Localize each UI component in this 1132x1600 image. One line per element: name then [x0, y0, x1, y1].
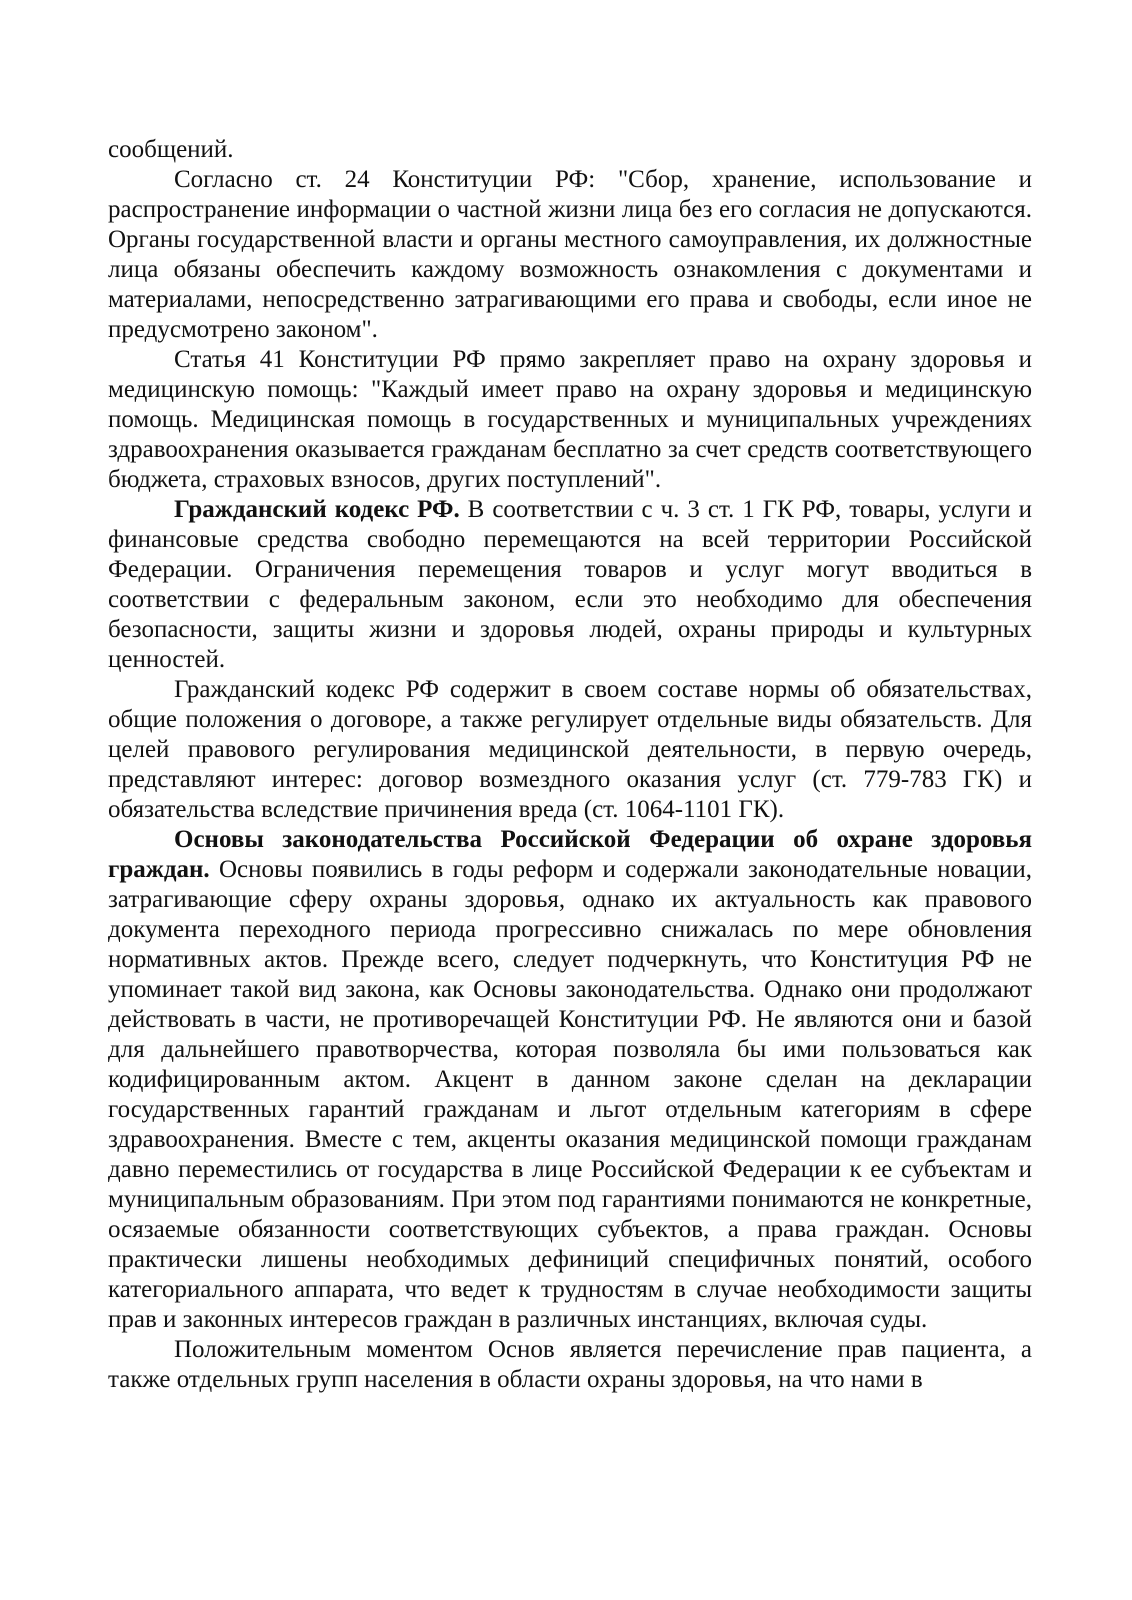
paragraph-text: В соответствии с ч. 3 ст. 1 ГК РФ, товары, услуги и финансовые средства свободно перемещаются на всей территории Российской Федерации. Ограничения перемещения товаров и услуг могут вводиться в соответствии с федеральным законом, если это необходимо для обеспечения безопасности, защиты жизни и здоровья людей, охраны природы и культурных ценностей.	[108, 496, 1032, 673]
paragraph-text: сообщений.	[108, 136, 234, 163]
paragraph-text: Согласно ст. 24 Конституции РФ: "Сбор, хранение, использование и распространение информации о частной жизни лица без его согласия не допускаются. Органы государственной власти и органы местного самоуправления, их должностные лица обязаны обеспечить каждому возможность ознакомления с документами и материалами, непосредственно затрагивающими его права и свободы, если иное не предусмотрено законом".	[108, 166, 1032, 343]
paragraph-heading: Основы законодательства Российской Федерации об охране здоровья граждан.	[108, 826, 1032, 883]
paragraph-text: Основы появились в годы реформ и содержали законодательные новации, затрагивающие сферу охраны здоровья, однако их актуальность как правового документа переходного периода прогрессивно снижалась по мере обновления нормативных актов. Прежде всего, следует подчеркнуть, что Конституция РФ не упоминает такой вид закона, как Основы законодательства. Однако они продолжают действовать в части, не противоречащей Конституции РФ. Не являются они и базой для дальнейшего правотворчества, которая позволяла бы ими пользоваться как кодифицированным актом. Акцент в данном законе сделан на декларации государственных гарантий гражданам и льгот отдельным категориям в сфере здравоохранения. Вместе с тем, акценты оказания медицинской помощи гражданам давно переместились от государства в лице Российской Федерации к ее субъектам и муниципальным образованиям. При этом под гарантиями понимаются не конкретные, осязаемые обязанности соответствующих субъектов, а права граждан. Основы практически лишены необходимых дефиниций специфичных понятий, особого категориального аппарата, что ведет к трудностям в случае необходимости защиты прав и законных интересов граждан в различных инстанциях, включая суды.	[108, 856, 1032, 1333]
paragraph-text: Положительным моментом Основ является перечисление прав пациента, а также отдельных групп населения в области охраны здоровья, на что нами в	[108, 1336, 1032, 1393]
paragraph-continuation	[108, 135, 1032, 165]
paragraph-heading: Гражданский кодекс РФ.	[174, 496, 460, 523]
paragraph-text: Гражданский кодекс РФ содержит в своем составе нормы об обязательствах, общие положения о договоре, а также регулирует отдельные виды обязательств. Для целей правового регулирования медицинской деятельности, в первую очередь, представляют интерес: договор возмездного оказания услуг (ст. 779-783 ГК) и обязательства вследствие причинения вреда (ст. 1064-1101 ГК).	[108, 676, 1032, 823]
paragraph-constitution-art41	[108, 345, 1032, 495]
paragraph-text: Статья 41 Конституции РФ прямо закрепляет право на охрану здоровья и медицинскую помощь: "Каждый имеет право на охрану здоровья и медицинскую помощь. Медицинская помощь в государственных и муниципальных учреждениях здравоохранения оказывается гражданам бесплатно за счет средств соответствующего бюджета, страховых взносов, других поступлений".	[108, 346, 1032, 493]
paragraph-constitution-art24	[108, 165, 1032, 345]
paragraph-civil-code	[108, 495, 1032, 675]
paragraph-health-law-basics	[108, 825, 1032, 1335]
document-page	[108, 135, 1032, 1395]
paragraph-patient-rights	[108, 1335, 1032, 1395]
paragraph-civil-code-obligations	[108, 675, 1032, 825]
